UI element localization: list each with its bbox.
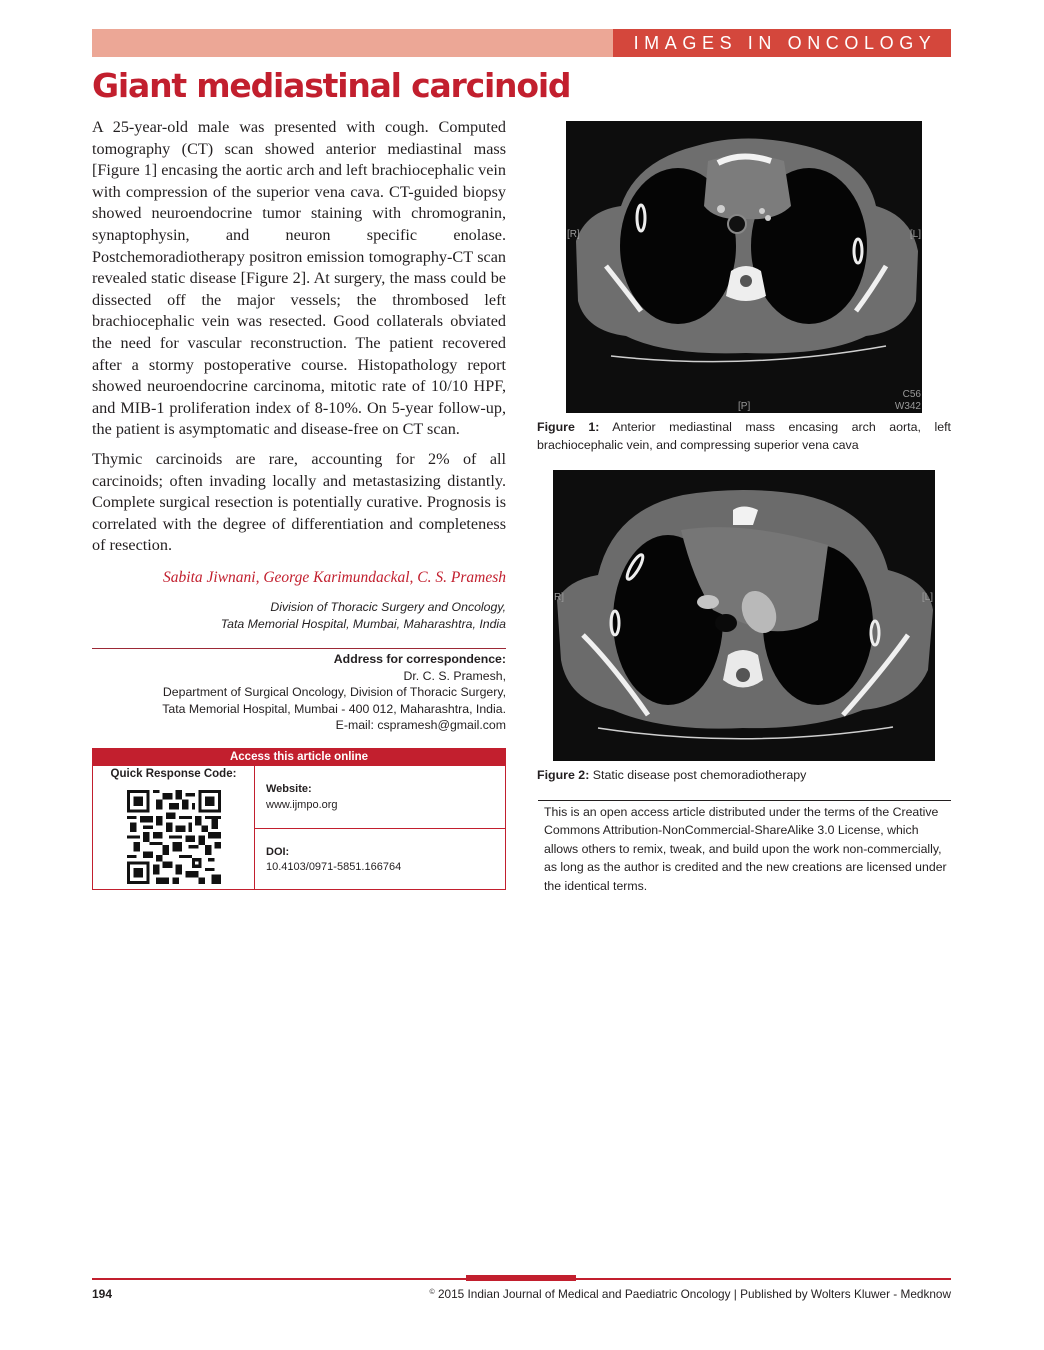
figure-2-ct-image	[553, 470, 935, 761]
qr-cell	[93, 766, 255, 889]
divider	[538, 800, 951, 801]
figure-2-caption	[537, 767, 951, 785]
ct-marker-left: [L]	[921, 592, 933, 603]
website-label: Website:	[266, 783, 312, 795]
figure-1-ct-image	[566, 121, 922, 413]
correspondence-heading: Address for correspondence:	[333, 652, 506, 666]
section-label: IMAGES IN ONCOLOGY	[613, 29, 951, 57]
doi-cell	[255, 829, 505, 889]
affiliation-line-1: Division of Thoracic Surgery and Oncology,	[270, 600, 506, 614]
correspondence-address-1: Department of Surgical Oncology, Division of Thoracic Surgery,	[162, 685, 506, 700]
author-affiliation	[92, 599, 506, 632]
access-article-box	[92, 748, 506, 890]
doi-link[interactable]: 10.4103/0971-5851.166764	[266, 861, 402, 873]
ct-marker-left: [L]	[909, 229, 921, 240]
correspondence-block	[92, 651, 506, 734]
figure-1-caption	[537, 419, 951, 454]
website-link[interactable]: www.ijmpo.org	[266, 799, 338, 811]
website-cell	[255, 766, 505, 829]
ct-marker-right: [R]	[567, 229, 580, 240]
article-title: Giant mediastinal carcinoid	[92, 66, 571, 105]
access-box-heading: Access this article online	[93, 749, 505, 766]
figure-1-label: Figure 1:	[537, 420, 600, 434]
ct-window-width: W342	[894, 401, 921, 412]
figure-2-caption-text: Static disease post chemoradiotherapy	[592, 768, 807, 782]
ct-window-center: C56	[902, 389, 921, 400]
ct-scan-figure-2	[553, 470, 935, 761]
figure-2-label: Figure 2:	[537, 768, 590, 782]
header-banner	[92, 29, 613, 57]
ct-marker-right: R]	[554, 592, 564, 603]
figure-1-caption-text: Anterior mediastinal mass encasing arch aorta, left brachiocephalic vein, and compressing superior vena cava	[537, 420, 951, 452]
ct-scan-figure-1	[566, 121, 922, 413]
page-number: 194	[92, 1287, 113, 1301]
footer-copyright-text: 2015 Indian Journal of Medical and Paediatric Oncology | Published by Wolters Kluwer - Medknow	[437, 1287, 951, 1301]
divider	[92, 648, 506, 649]
qr-code-icon[interactable]	[126, 790, 222, 884]
body-paragraph-1: A 25-year-old male was presented with cough. Computed tomography (CT) scan showed anterior mediastinal mass [Figure 1] encasing the aortic arch and left brachiocephalic vein with compression of the superior vena cava. CT-guided biopsy showed neuroendocrine tumor staining with chromogranin, synaptophysin, and neuron specific enolase. Postchemoradiotherapy positron emission tomography-CT scan revealed static disease [Figure 2]. At surgery, the mass could be dissected off the major vessels; the thrombosed left brachiocephalic vein was resected. Good collaterals obviated the need for vascular reconstruction. The patient recovered after a stormy postoperative course. Histopathology report showed neuroendocrine carcinoma, mitotic rate of 10/10 HPF, and MIB-1 proliferation index of 8-10%. On 5-year follow-up, the patient is asymptomatic and disease-free on CT scan.	[92, 118, 506, 439]
license-notice: This is an open access article distributed under the terms of the Creative Commons Attribution-NonCommercial-ShareAlike 3.0 License, which allows others to remix, tweak, and build upon the work non-commercially, as long as the author is credited and the new creations are licensed under the identical terms.	[544, 805, 947, 893]
ct-marker-posterior: [P]	[738, 401, 751, 412]
footer-accent-tab	[466, 1275, 576, 1281]
copyright-icon: ©	[429, 1289, 435, 1296]
correspondence-address-2: Tata Memorial Hospital, Mumbai - 400 012, Maharashtra, India.	[162, 701, 506, 716]
author-list: Sabita Jiwnani, George Karimundackal, C. S. Pramesh	[163, 569, 506, 586]
doi-label: DOI:	[266, 846, 290, 858]
correspondence-email[interactable]: E-mail: cspramesh@gmail.com	[335, 718, 506, 733]
body-paragraph-2: Thymic carcinoids are rare, accounting for 2% of all carcinoids; often invading locally and metastasizing distantly. Complete surgical resection is potentially curative. Prognosis is correlated with the degree of differentiation and completeness of resection.	[92, 450, 506, 555]
qr-label: Quick Response Code:	[110, 768, 237, 780]
correspondence-name: Dr. C. S. Pramesh,	[403, 668, 506, 683]
footer-copyright	[430, 1287, 951, 1301]
affiliation-line-2: Tata Memorial Hospital, Mumbai, Maharashtra, India	[220, 616, 506, 631]
